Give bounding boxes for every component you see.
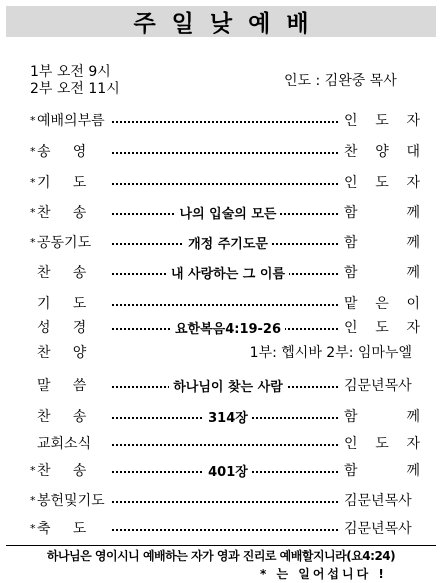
order-label-text: 송 영 xyxy=(37,144,87,160)
dotted-leader xyxy=(112,262,344,282)
standing-marker: * xyxy=(30,235,36,249)
order-label-text: 찬 송 xyxy=(37,205,87,221)
order-label xyxy=(30,490,112,510)
page-title: 주일낮예배 xyxy=(133,11,325,37)
standing-marker: * xyxy=(30,144,36,158)
order-label-text: 공동기도 xyxy=(37,235,92,251)
dot-leader-line xyxy=(112,152,338,154)
dotted-leader xyxy=(112,172,344,192)
order-row xyxy=(30,375,420,395)
order-label xyxy=(30,110,112,130)
dotted-leader xyxy=(112,232,344,252)
dot-leader-line xyxy=(112,304,338,306)
dotted-leader xyxy=(112,317,344,337)
order-label-text: 기 도 xyxy=(37,296,87,312)
order-person: 인 도 자 xyxy=(344,436,420,452)
order-label xyxy=(30,433,112,453)
order-label xyxy=(30,406,112,426)
order-person: 인 도 자 xyxy=(344,175,420,191)
order-row xyxy=(30,406,420,426)
order-person: 김문년목사 xyxy=(344,493,412,509)
order-label-text: 봉헌및기도 xyxy=(37,493,105,509)
dotted-leader xyxy=(112,110,344,130)
order-label xyxy=(30,317,112,337)
order-label-text: 찬 양 xyxy=(37,345,87,361)
standing-marker: * xyxy=(30,521,36,535)
dotted-leader xyxy=(112,460,344,480)
order-label xyxy=(30,518,112,538)
standing-marker: * xyxy=(30,205,36,219)
dot-leader-line xyxy=(112,121,338,123)
order-row xyxy=(30,141,420,161)
order-person: 인 도 자 xyxy=(344,320,420,336)
order-person: 함 께 xyxy=(344,265,420,281)
order-detail: 314장 xyxy=(204,407,252,426)
standing-marker: * xyxy=(30,463,36,477)
order-label-text: 찬 송 xyxy=(37,463,87,479)
order-label xyxy=(30,342,112,362)
order-row xyxy=(30,262,420,282)
order-person: 인 도 자 xyxy=(344,113,420,129)
order-person: 함 께 xyxy=(344,205,420,221)
order-row xyxy=(30,433,420,453)
order-label xyxy=(30,375,112,395)
order-detail: 하나님이 찾는 사람 xyxy=(169,376,287,395)
order-label-text: 성 경 xyxy=(37,320,87,336)
order-detail: 내 사랑하는 그 이름 xyxy=(167,263,289,282)
order-label-text: 기 도 xyxy=(37,175,87,191)
order-detail: 나의 입술의 모든 xyxy=(176,203,281,222)
order-row xyxy=(30,317,420,337)
service-time-1: 1부 오전 9시 xyxy=(30,64,111,80)
order-label-text: 찬 송 xyxy=(37,409,87,425)
order-label xyxy=(30,232,112,252)
order-person: 김문년목사 xyxy=(344,521,412,537)
order-label xyxy=(30,202,112,222)
order-row xyxy=(30,293,420,313)
order-person: 맡 은 이 xyxy=(344,296,420,312)
order-person: 함 께 xyxy=(344,409,420,425)
worship-leader: 인도 : 김완중 목사 xyxy=(284,73,397,89)
order-detail: 개정 주기도문 xyxy=(184,233,272,252)
order-row xyxy=(30,460,420,480)
order-detail: 401장 xyxy=(204,461,252,480)
order-label-text: 교회소식 xyxy=(37,436,92,452)
standing-marker: * xyxy=(30,493,36,507)
standing-marker: * xyxy=(30,175,36,189)
order-label-text: 예배의부름 xyxy=(37,113,105,129)
dotted-leader xyxy=(112,375,344,395)
dotted-leader xyxy=(112,202,344,222)
dotted-leader xyxy=(112,518,344,538)
standing-marker: * xyxy=(30,113,36,127)
order-row xyxy=(30,518,420,538)
order-row xyxy=(30,490,420,510)
order-person: 함 께 xyxy=(344,463,420,479)
dotted-leader xyxy=(112,433,344,453)
order-row xyxy=(30,232,420,252)
order-person: 함 께 xyxy=(344,235,420,251)
order-person: 김문년목사 xyxy=(344,378,412,394)
dotted-leader xyxy=(112,141,344,161)
dot-leader-line xyxy=(112,444,338,446)
order-label xyxy=(30,262,112,282)
dotted-leader xyxy=(112,293,344,313)
order-row xyxy=(30,110,420,130)
order-label-text: 축 도 xyxy=(37,521,87,537)
order-row xyxy=(30,202,420,222)
order-label xyxy=(30,460,112,480)
title-banner xyxy=(6,6,436,37)
scripture-verse: 하나님은 영이시니 예배하는 자가 영과 진리로 예배할지니라(요4:24) xyxy=(6,545,436,564)
order-person: 찬 양 대 xyxy=(344,144,420,160)
dot-leader-line xyxy=(112,501,338,503)
service-time-2: 2부 오전 11시 xyxy=(30,81,120,97)
order-label xyxy=(30,141,112,161)
order-label-text: 찬 송 xyxy=(37,265,87,281)
order-label xyxy=(30,172,112,192)
order-detail: 1부: 헵시바 2부: 임마누엘 xyxy=(249,345,412,361)
order-label-text: 말 씀 xyxy=(37,378,87,394)
order-detail: 요한복음4:19-26 xyxy=(171,318,285,337)
dotted-leader xyxy=(112,490,344,510)
order-label xyxy=(30,293,112,313)
dot-leader-line xyxy=(112,529,338,531)
dotted-leader xyxy=(112,406,344,426)
order-row xyxy=(30,342,420,362)
dot-leader-line xyxy=(112,183,338,185)
order-row xyxy=(30,172,420,192)
standing-note: * 는 일어섭니다 ! xyxy=(260,567,387,581)
